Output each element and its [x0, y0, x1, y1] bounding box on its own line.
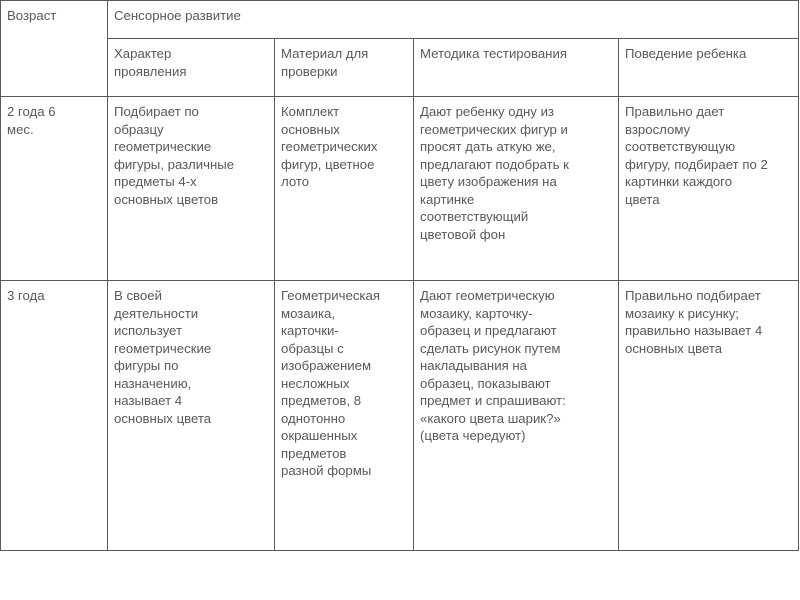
header-row-2 [1, 39, 799, 97]
table-cell [414, 97, 619, 281]
material-text: Геометрическая мозаика, карточки- образцы с изображением несложных предметов, 8 однотонно окрашенных предметов разной формы [281, 288, 380, 478]
table-cell [108, 97, 275, 281]
sub-header-cell [108, 39, 275, 97]
table-row [1, 281, 799, 551]
sub-header-material: Материал для проверки [281, 46, 369, 79]
sub-header-manifestation: Характер проявления [114, 46, 187, 79]
manifestation-text: В своей деятельности использует геометрические фигуры по назначению, называет 4 основных цвета [114, 288, 212, 426]
sub-header-cell [275, 39, 414, 97]
method-text: Дают ребенку одну из геометрических фигур и просят дать аткую же, предлагают подобрать к цвету изображения на картинке соответствующий цветовой фон [420, 104, 569, 242]
age-header: Возраст [7, 8, 57, 23]
sub-header-behavior: Поведение ребенка [625, 46, 747, 61]
age-header-cell [1, 1, 108, 97]
group-header: Сенсорное развитие [114, 8, 241, 23]
method-text: Дают геометрическую мозаику, карточку- образец и предлагают сделать рисунок путем накладывания на образец, показывают предмет и спрашивают: «какого цвета шарик?» (цвета чередуют) [420, 288, 566, 443]
table-cell [414, 281, 619, 551]
behavior-text: Правильно подбирает мозаику к рисунку; правильно называет 4 основных цвета [625, 288, 763, 356]
material-text: Комплект основных геометрических фигур, цветное лото [281, 104, 378, 189]
sub-header-cell [414, 39, 619, 97]
age-value: 3 года [7, 288, 45, 303]
sub-header-method: Методика тестирования [420, 46, 567, 61]
age-value: 2 года 6 мес. [7, 104, 56, 137]
table-cell [619, 97, 799, 281]
table-cell [619, 281, 799, 551]
table-cell [275, 281, 414, 551]
age-cell [1, 281, 108, 551]
header-row-1 [1, 1, 799, 39]
behavior-text: Правильно дает взрослому соответствующую фигуру, подбирает по 2 картинки каждого цвета [625, 104, 768, 207]
table-cell [275, 97, 414, 281]
manifestation-text: Подбирает по образцу геометрические фигуры, различные предметы 4-х основных цветов [114, 104, 235, 207]
table-row [1, 97, 799, 281]
group-header-cell [108, 1, 799, 39]
table-cell [108, 281, 275, 551]
age-cell [1, 97, 108, 281]
sub-header-cell [619, 39, 799, 97]
